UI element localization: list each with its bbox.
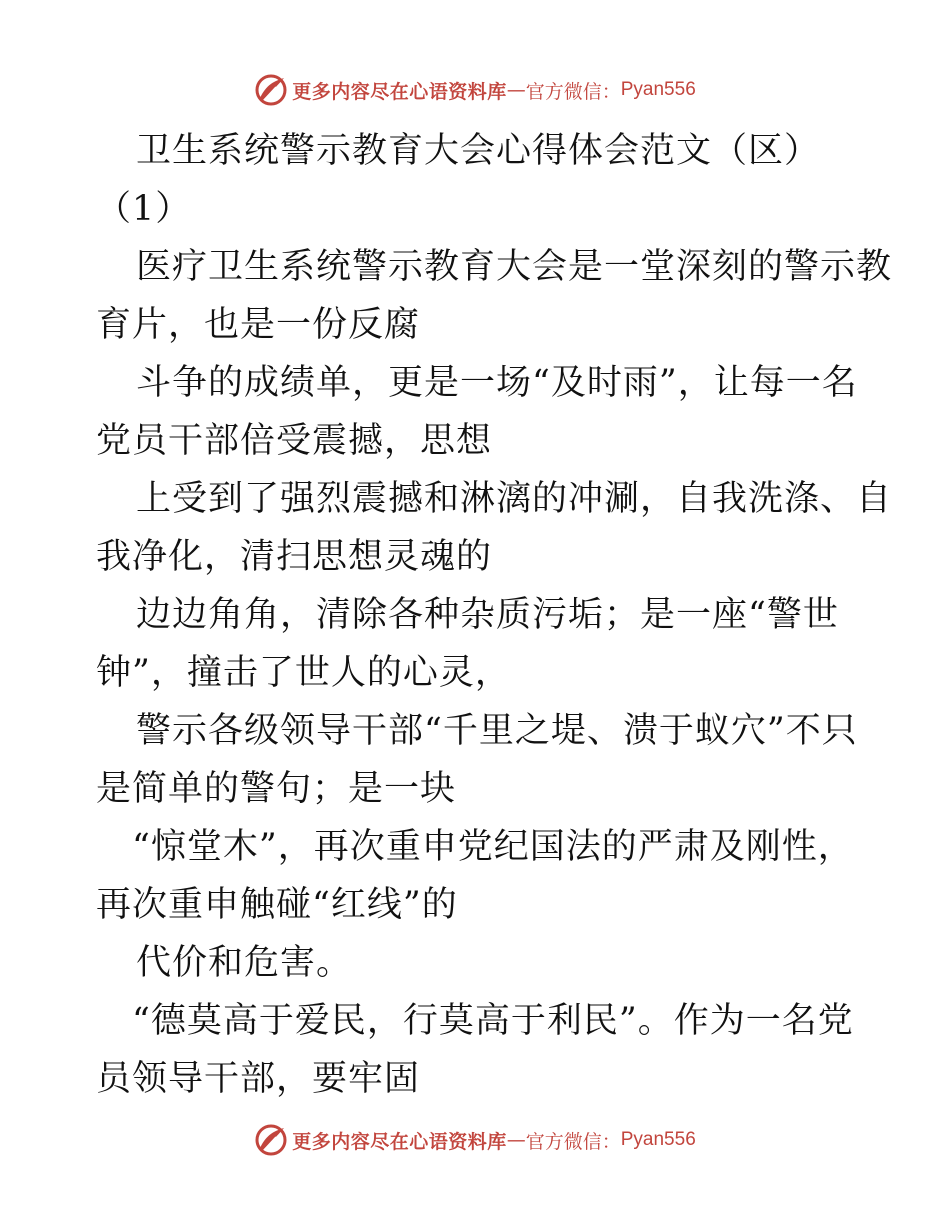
paragraph-line: 上受到了强烈震撼和淋漓的冲涮，自我洗涤、自 [136,479,893,519]
paragraph-line: 医疗卫生系统警示教育大会是一堂深刻的警示教 [136,247,893,287]
paragraph-line: 警示各级领导干部“千里之堤、溃于蚁穴”不只 [136,711,858,751]
footer-separator: — [506,1129,526,1151]
header-banner [0,70,950,110]
quill-logo-icon [254,1123,288,1157]
paragraph-line: 我净化，清扫思想灵魂的 [96,537,493,577]
footer-slogan: 更多内容尽在心语资料库 [292,1130,507,1153]
quill-logo-icon [254,73,288,107]
paragraph-line: 员领导干部，要牢固 [96,1059,421,1099]
paragraph-line: 党员干部倍受震撼，思想 [96,421,493,461]
header-wechat-label: 官方微信： [525,80,621,103]
paragraph-line: 斗争的成绩单，更是一场“及时雨”，让每一名 [136,363,858,403]
footer-banner [0,1120,950,1160]
document-title-number: （1） [96,189,192,229]
footer-wechat-label: 官方微信： [525,1130,621,1153]
paragraph-line: 代价和危害。 [136,943,353,983]
paragraph-line: 钟”，撞击了世人的心灵， [96,653,511,693]
header-wechat-id: Pyan556 [620,79,696,100]
paragraph-line: 是简单的警句；是一块 [96,769,457,809]
header-slogan: 更多内容尽在心语资料库 [292,80,507,103]
paragraph-line: 再次重申触碰“红线”的 [96,885,458,925]
paragraph-line: “德莫高于爱民，行莫高于利民”。作为一名党 [132,1001,854,1041]
paragraph-line: 边边角角，清除各种杂质污垢；是一座“警世 [136,595,839,635]
paragraph-line: “惊堂木”，再次重申党纪国法的严肃及刚性， [132,827,854,867]
document-body [96,122,893,1108]
header-separator: — [506,79,526,101]
footer-wechat-id: Pyan556 [620,1129,696,1150]
paragraph-line: 育片，也是一份反腐 [96,305,421,345]
document-title-line: 卫生系统警示教育大会心得体会范文（区） [136,131,821,171]
